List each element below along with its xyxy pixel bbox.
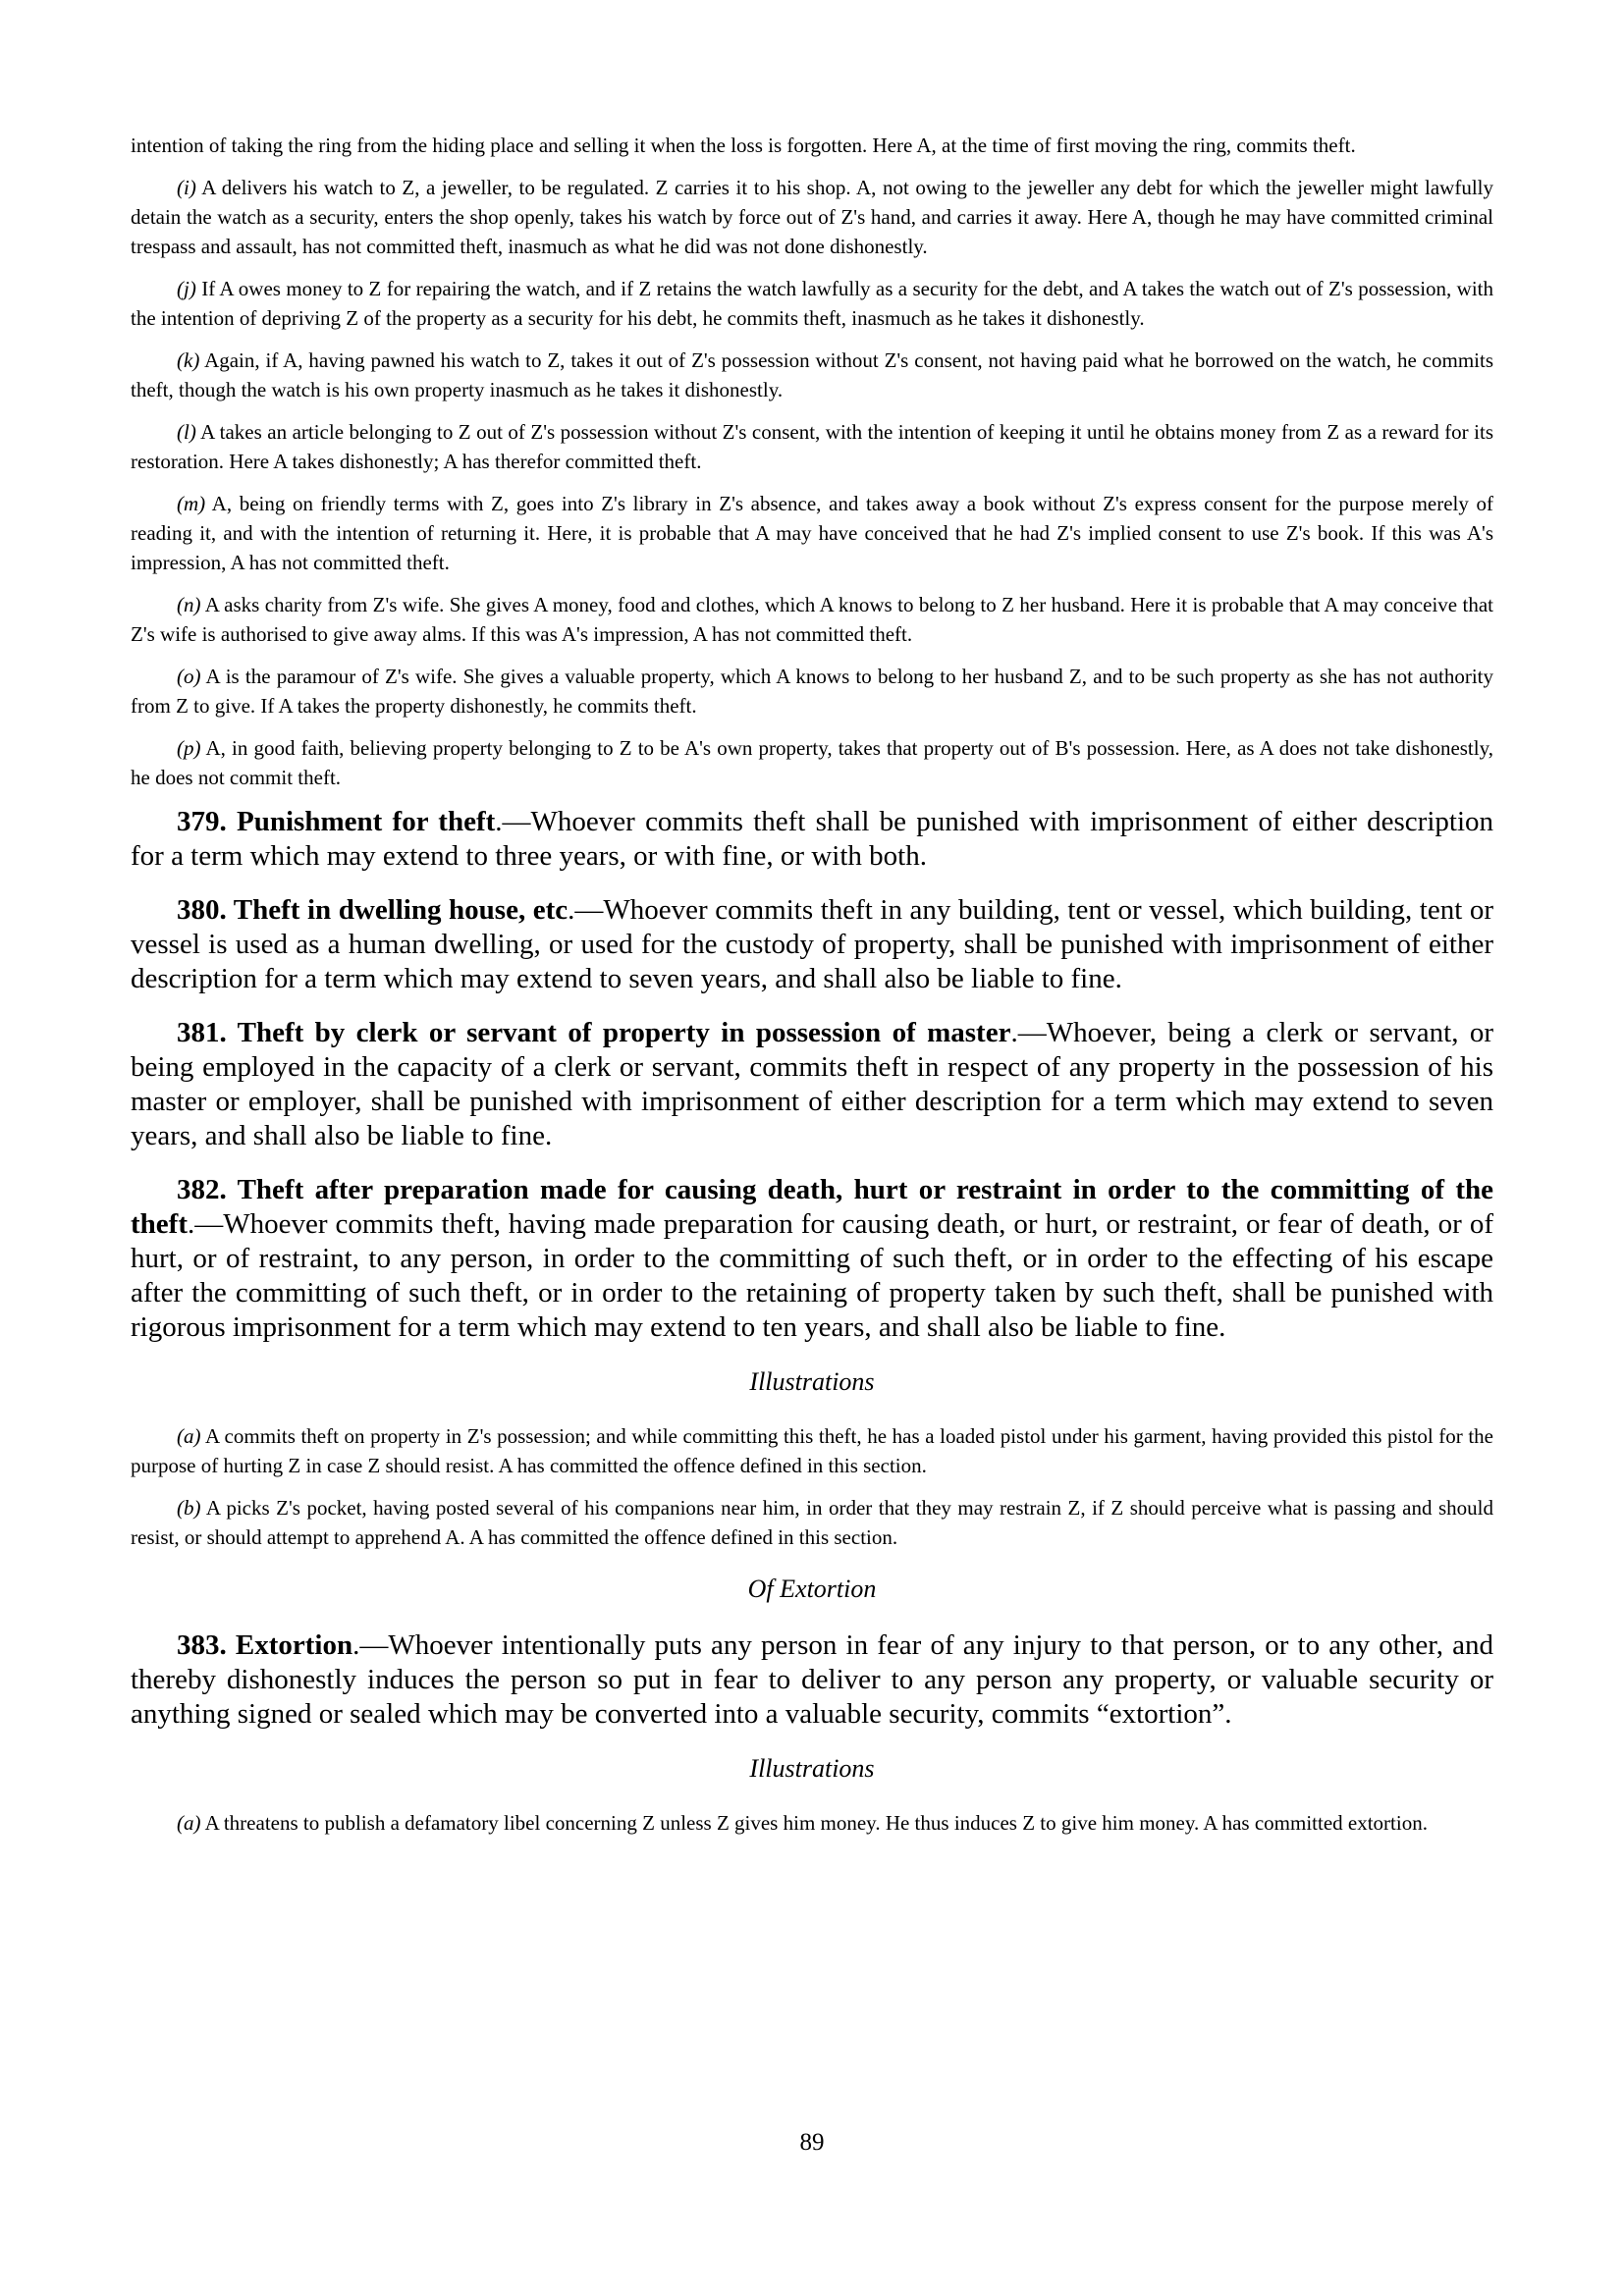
section-379-body: .—Whoever commits theft shall be punished with imprisonment of either description for a term which may extend to three years, or with fine, or with both. xyxy=(131,806,1493,872)
section-382-title: 382. Theft after preparation made for causing death, hurt or restraint in order to the committing of the theft xyxy=(131,1174,1493,1240)
illustration-paragraph-382b xyxy=(131,1493,1493,1552)
section-381-body: .—Whoever, being a clerk or servant, or being employed in the capacity of a clerk or servant, commits theft in respect of any property in the possession of his master or employer, shall be punished with imprisonment of either description for a term which may extend to seven years, and shall also be liable to fine. xyxy=(131,1017,1493,1151)
illustration-paragraph-382a xyxy=(131,1421,1493,1480)
illustration-label-382a: (a) xyxy=(177,1424,201,1448)
section-382-paragraph xyxy=(131,1173,1493,1345)
section-380-title: 380. Theft in dwelling house, etc xyxy=(177,894,568,926)
illustration-text-382b: A picks Z's pocket, having posted several of his companions near him, in order that they may restrain Z, if Z should perceive what is passing and should resist, or should attempt to apprehend A. A has committed the offence defined in this section. xyxy=(131,1496,1493,1549)
illustration-text-383a: A threatens to publish a defamatory libel concerning Z unless Z gives him money. He thus induces Z to give him money. A has committed extortion. xyxy=(204,1811,1428,1835)
section-383-paragraph xyxy=(131,1629,1493,1732)
section-382-body: .—Whoever commits theft, having made preparation for causing death, or hurt, or restraint, or fear of death, or of hurt, or of restraint, to any person, in order to the committing of such theft, or in order to the effecting of his escape after the committing of such theft, or in order to the retaining of property taken by such theft, shall be punished with rigorous imprisonment for a term which may extend to ten years, and shall also be liable to fine. xyxy=(131,1208,1493,1343)
illustration-label-i: (i) xyxy=(177,176,196,199)
illustration-label-j: (j) xyxy=(177,277,196,300)
illustration-label-k: (k) xyxy=(177,348,200,372)
illustration-paragraph-m xyxy=(131,489,1493,577)
of-extortion-heading: Of Extortion xyxy=(747,1575,877,1603)
illustration-label-383a: (a) xyxy=(177,1811,201,1835)
illustrations-heading-2: Illustrations xyxy=(749,1754,875,1783)
section-379-title: 379. Punishment for theft xyxy=(177,806,496,837)
illustration-paragraph-j xyxy=(131,274,1493,333)
section-380-paragraph xyxy=(131,893,1493,996)
illustration-text-l: A takes an article belonging to Z out of Z's possession without Z's consent, with the intention of keeping it until he obtains money from Z as a reward for its restoration. Here A takes dishonestly; A has therefor committed theft. xyxy=(131,420,1494,473)
illustration-paragraph-k xyxy=(131,346,1493,404)
illustration-text-382a: A commits theft on property in Z's possession; and while committing this theft, he has a loaded pistol under his garment, having provided this pistol for the purpose of hurting Z in case Z should resist. A has committed the offence defined in this section. xyxy=(131,1424,1494,1477)
section-380-body: .—Whoever commits theft in any building, tent or vessel, which building, tent or vessel is used as a human dwelling, or used for the custody of property, shall be punished with imprisonment of either description for a term which may extend to seven years, and shall also be liable to fine. xyxy=(131,894,1493,994)
section-383-title: 383. Extortion xyxy=(177,1629,353,1661)
illustration-paragraph-o xyxy=(131,662,1493,721)
illustrations-heading-1: Illustrations xyxy=(749,1367,875,1396)
illustration-text-i: A delivers his watch to Z, a jeweller, to be regulated. Z carries it to his shop. A, not owing to the jeweller any debt for which the jeweller might lawfully detain the watch as a security, enters the shop openly, takes his watch by force out of Z's hand, and carries it away. Here A, though he may have committed criminal trespass and assault, has not committed theft, inasmuch as what he did was not done dishonestly. xyxy=(131,176,1493,258)
section-381-title: 381. Theft by clerk or servant of property in possession of master xyxy=(177,1017,1011,1048)
illustration-text-k: Again, if A, having pawned his watch to Z, takes it out of Z's possession without Z's consent, not having paid what he borrowed on the watch, he commits theft, though the watch is his own property inasmuch as he takes it dishonestly. xyxy=(131,348,1494,401)
illustration-paragraph-n xyxy=(131,590,1493,649)
illustration-paragraph-383a xyxy=(131,1808,1493,1838)
illustration-label-p: (p) xyxy=(177,736,201,760)
illustration-label-m: (m) xyxy=(177,492,206,515)
illustration-paragraph-i xyxy=(131,173,1493,261)
illustration-paragraph-l xyxy=(131,417,1493,476)
illustration-label-l: (l) xyxy=(177,420,196,444)
section-383-body: .—Whoever intentionally puts any person in fear of any injury to that person, or to any other, and thereby dishonestly induces the person so put in fear to deliver to any person any property, or valuable security or anything signed or sealed which may be converted into a valuable security, commits “extortion”. xyxy=(131,1629,1493,1730)
illustration-text-j: If A owes money to Z for repairing the watch, and if Z retains the watch lawfully as a security for the debt, and A takes the watch out of Z's possession, with the intention of depriving Z of the property as a security for his debt, he commits theft, inasmuch as he takes it dishonestly. xyxy=(131,277,1493,330)
illustration-label-n: (n) xyxy=(177,593,201,616)
illustration-text-p: A, in good faith, believing property belonging to Z to be A's own property, takes that property out of B's possession. Here, as A does not take dishonestly, he does not commit theft. xyxy=(131,736,1493,789)
section-381-paragraph xyxy=(131,1016,1493,1153)
illustration-label-o: (o) xyxy=(177,665,201,688)
continuation-paragraph: intention of taking the ring from the hiding place and selling it when the loss is forgotten. Here A, at the time of first moving the ring, commits theft. xyxy=(131,133,1356,157)
illustration-paragraph-p xyxy=(131,733,1493,792)
illustration-text-m: A, being on friendly terms with Z, goes into Z's library in Z's absence, and takes away a book without Z's express consent for the purpose merely of reading it, and with the intention of returning it. Here, it is probable that A may have conceived that he had Z's implied consent to use Z's book. If this was A's impression, A has not committed theft. xyxy=(131,492,1494,574)
illustration-text-o: A is the paramour of Z's wife. She gives a valuable property, which A knows to belong to her husband Z, and to be such property as she has not authority from Z to give. If A takes the property dishonestly, he commits theft. xyxy=(131,665,1494,718)
section-379-paragraph xyxy=(131,805,1493,874)
page-number: 89 xyxy=(799,2129,825,2156)
illustration-text-n: A asks charity from Z's wife. She gives A money, food and clothes, which A knows to belong to Z her husband. Here it is probable that A may conceive that Z's wife is authorised to give away alms. If this was A's impression, A has not committed theft. xyxy=(131,593,1494,646)
illustration-label-382b: (b) xyxy=(177,1496,201,1520)
